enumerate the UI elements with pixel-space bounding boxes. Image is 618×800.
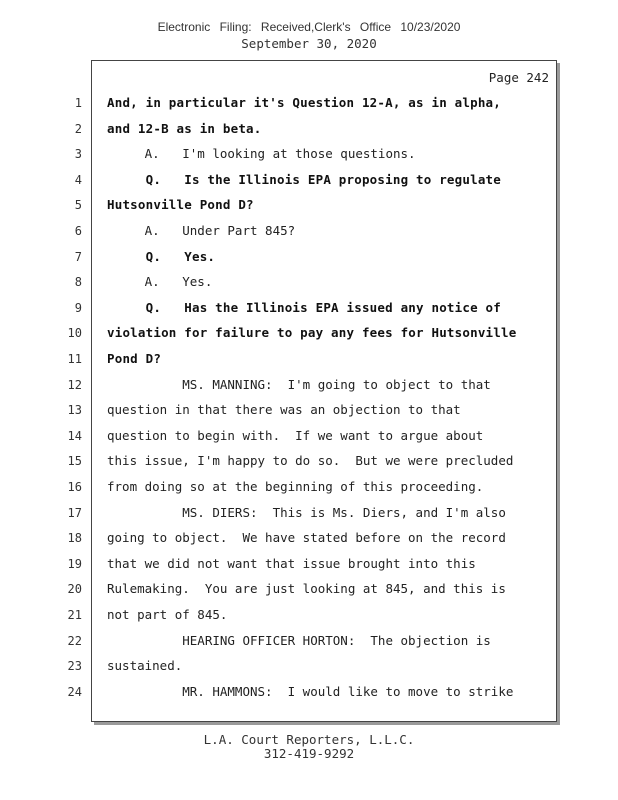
transcript-line [0, 349, 618, 369]
transcript-date: September 30, 2020 [241, 36, 377, 51]
transcript-line [0, 298, 618, 318]
line-text: this issue, I'm happy to do so. But we were precluded [107, 453, 514, 469]
line-text: And, in particular it's Question 12-A, as in alpha, [107, 95, 502, 110]
line-number: 10 [67, 326, 82, 341]
transcript-line [0, 426, 618, 446]
filing-stamp: Electronic Filing: Received,Clerk's Office 10/23/2020 [157, 20, 461, 34]
line-text: Rulemaking. You are just looking at 845, and this is [107, 581, 506, 597]
line-text: Q. Has the Illinois EPA issued any notice of [107, 299, 502, 315]
line-text: Q. Yes. [107, 248, 216, 264]
line-number: 13 [67, 403, 82, 418]
transcript-line [0, 682, 618, 702]
transcript-line [0, 93, 618, 113]
line-number: 12 [67, 377, 82, 392]
transcript-line [0, 477, 618, 497]
transcript-line [0, 375, 618, 395]
transcript-line [0, 554, 618, 574]
transcript-line [0, 656, 618, 676]
transcript-line [0, 119, 618, 139]
line-text: violation for failure to pay any fees for Hutsonville [107, 325, 517, 341]
transcript-line [0, 195, 618, 215]
line-text: HEARING OFFICER HORTON: The objection is [107, 632, 491, 648]
transcript-line [0, 503, 618, 523]
transcript-line [0, 605, 618, 625]
transcript-line [0, 528, 618, 548]
line-text: MS. DIERS: This is Ms. Diers, and I'm also [107, 504, 506, 520]
line-number: 7 [74, 249, 82, 264]
transcript-line [0, 144, 618, 164]
line-text: going to object. We have stated before on the record [107, 530, 506, 546]
transcript-line [0, 579, 618, 599]
line-number: 21 [67, 608, 82, 622]
line-text: A. Under Part 845? [107, 223, 296, 238]
line-text: MS. MANNING: I'm going to object to that [107, 376, 491, 392]
transcript-line [0, 221, 618, 241]
line-number: 8 [74, 275, 82, 290]
line-number: 15 [67, 454, 82, 469]
line-text: A. Yes. [107, 274, 213, 290]
line-text: that we did not want that issue brought into this [107, 555, 476, 571]
line-number: 4 [74, 172, 82, 187]
line-text: Q. Is the Illinois EPA proposing to regulate [107, 171, 502, 187]
line-number: 14 [67, 428, 82, 443]
line-text: question in that there was an objection to that [107, 402, 461, 418]
transcript-line [0, 323, 618, 343]
line-text: from doing so at the beginning of this proceeding. [107, 479, 484, 494]
line-number: 20 [67, 582, 82, 597]
line-text: question to begin with. If we want to argue about [107, 427, 484, 443]
line-text: A. I'm looking at those questions. [107, 146, 416, 162]
line-number: 11 [67, 352, 82, 366]
line-number: 23 [67, 659, 82, 674]
line-text: and 12-B as in beta. [107, 120, 262, 136]
line-number: 9 [74, 300, 82, 315]
line-number: 1 [74, 96, 82, 110]
line-number: 3 [74, 147, 82, 162]
transcript-line [0, 170, 618, 190]
transcript-line [0, 272, 618, 292]
reporter-phone: 312-419-9292 [263, 746, 355, 761]
transcript-line [0, 400, 618, 420]
line-number: 5 [74, 198, 82, 213]
line-text: Pond D? [107, 351, 162, 366]
transcript-line [0, 631, 618, 651]
line-number: 22 [67, 633, 82, 648]
reporter-company: L.A. Court Reporters, L.L.C. [203, 732, 415, 747]
transcript-line [0, 451, 618, 471]
line-number: 18 [67, 531, 82, 546]
line-number: 16 [67, 480, 82, 494]
transcript-line [0, 247, 618, 267]
line-number: 6 [74, 224, 82, 238]
page-number: Page 242 [488, 70, 549, 85]
line-text: not part of 845. [107, 607, 228, 622]
line-number: 2 [74, 121, 82, 136]
line-number: 17 [67, 505, 82, 520]
line-text: Hutsonville Pond D? [107, 197, 254, 213]
line-text: sustained. [107, 658, 183, 674]
line-number: 19 [67, 556, 82, 571]
line-text: MR. HAMMONS: I would like to move to strike [107, 683, 514, 699]
page-footer [0, 733, 618, 761]
line-number: 24 [67, 684, 82, 699]
